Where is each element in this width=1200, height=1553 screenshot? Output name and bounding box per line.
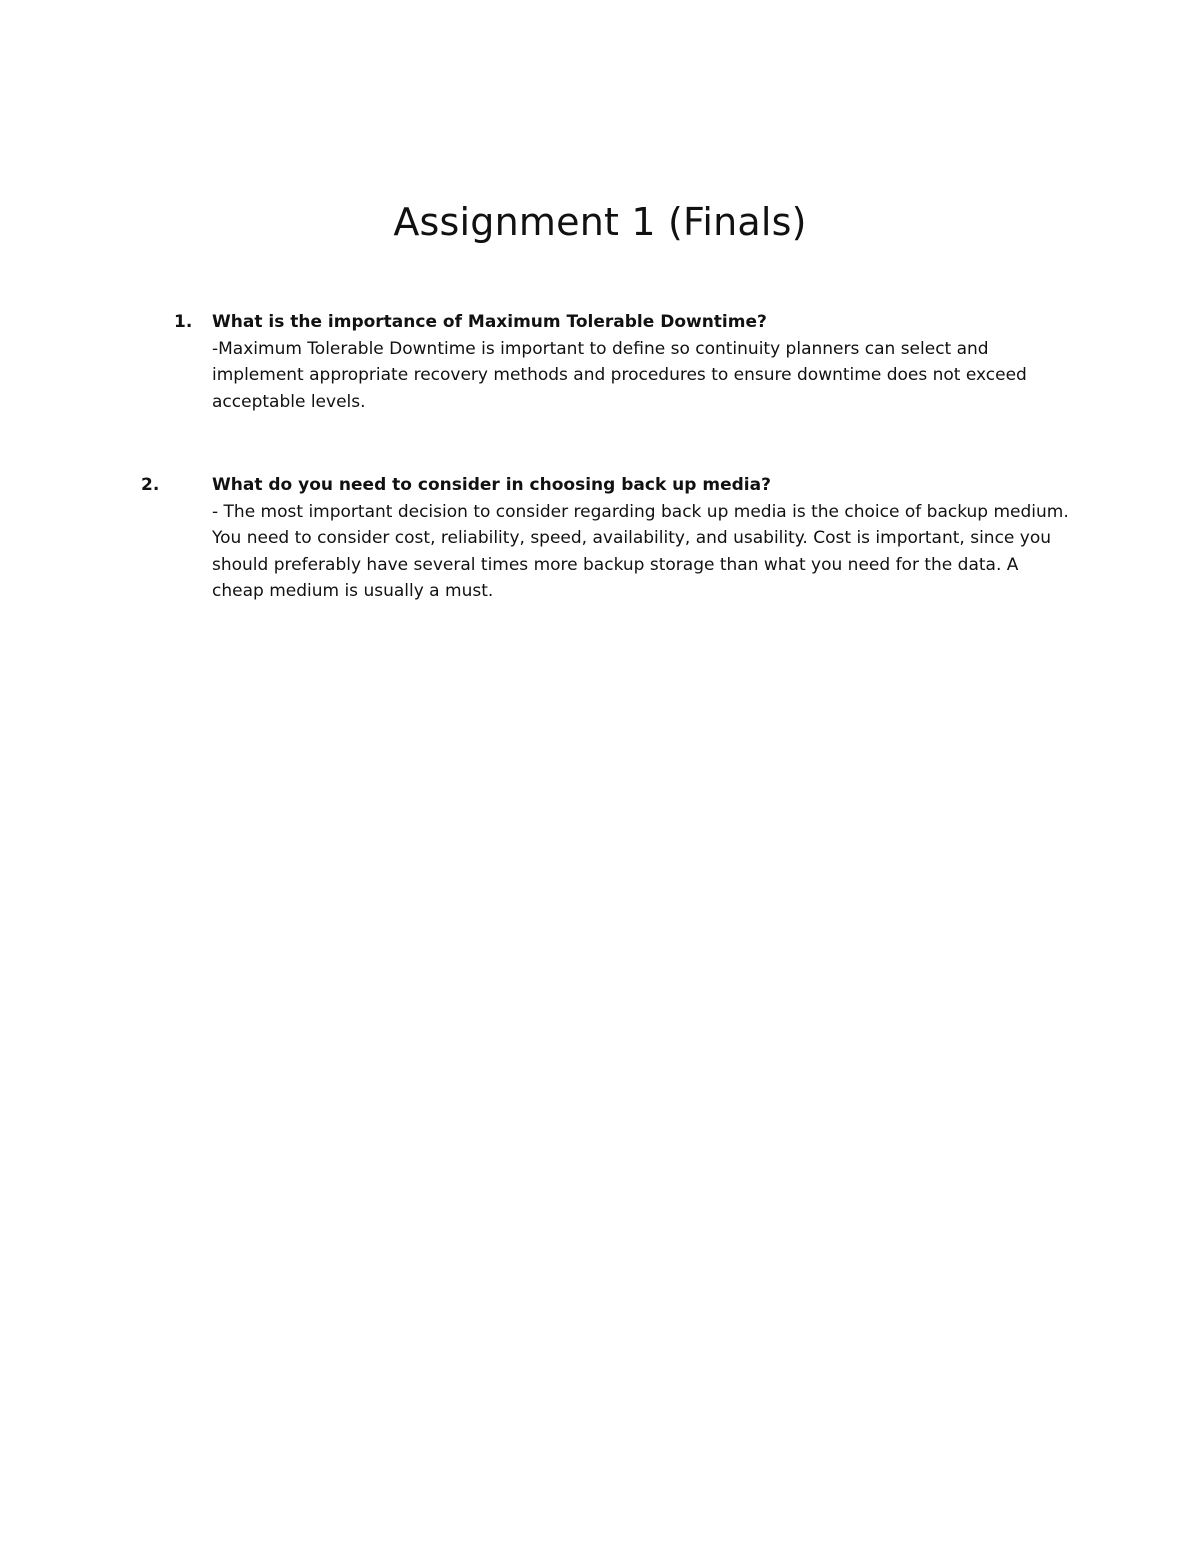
item-number: 1. [174,312,193,332]
answer-text: - The most important decision to consider regarding back up media is the choice of backup medium. You need to consider cost, reliability, speed, availability, and usability. Cost is important, since you should preferably have several times more backup storage than what you need for the data. A cheap medium is usually a must. [212,501,1069,601]
page-title: Assignment 1 (Finals) [393,200,807,244]
item-content [212,472,1072,605]
answer-text: -Maximum Tolerable Downtime is important to define so continuity planners can select and implement appropriate recovery methods and procedures to ensure downtime does not exceed acceptable levels. [212,338,1027,412]
question-text: What do you need to consider in choosing back up media? [212,475,771,495]
item-content [212,309,1072,415]
question-text: What is the importance of Maximum Tolerable Downtime? [212,312,767,332]
item-number: 2. [141,475,160,495]
